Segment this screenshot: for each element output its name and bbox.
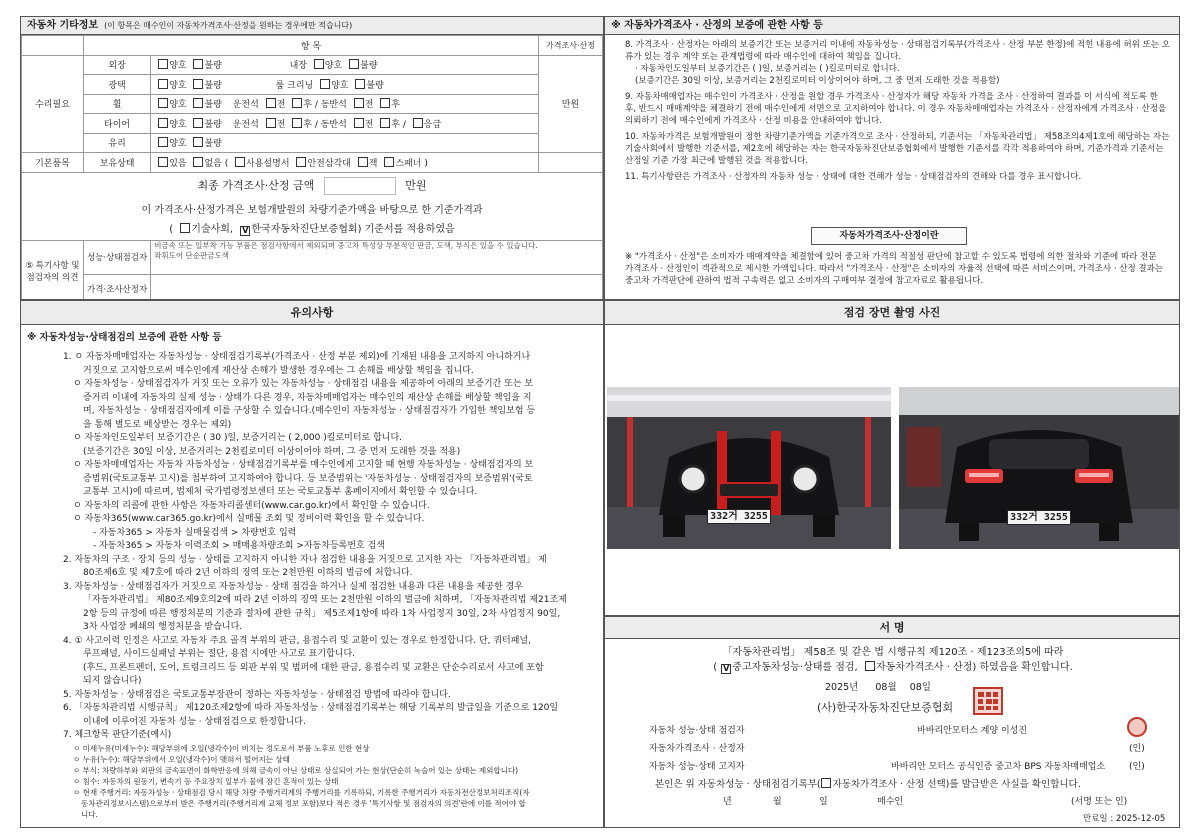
- wheel-driver-front-checkbox[interactable]: [266, 98, 276, 108]
- notice-section: [20, 300, 604, 828]
- buyer-label: 매수인: [877, 797, 904, 807]
- notice-line: 4. ① 사고이력 인정은 사고로 자동차 주요 골격 부위의 판금, 용접수리 및 교환이 있는 경우로 한정합니다. 단, 쿼터패널,: [63, 635, 531, 646]
- receipt-line: 본인은 위 자동차성능 · 상태점검기록부( 자동차가격조사 · 산정 선택)를 발급받은 사실을 확인합니다.: [655, 779, 1081, 790]
- exterior-bad-checkbox[interactable]: [193, 59, 203, 69]
- criteria-line: 동차관리정보시스템)으로부터 받은 주행거리(주행거리계 교체 정보 포함)보다 적은 경우 '특기사항 및 점검자의 의견'란에 이를 적어야 합: [81, 798, 526, 808]
- row-wheel-checks: 양호 불량 운전석 전 후 / 동반석 전 후: [151, 94, 539, 114]
- notice-line: 며, 자동차성능 · 상태점검자에게 이를 구상할 수 있습니다.(매수인이 자동차성능 · 상태점검자가 가입한 책임보험 등: [83, 406, 536, 416]
- owned-have-checkbox[interactable]: [158, 157, 168, 167]
- receipt-price-checkbox[interactable]: [821, 778, 831, 788]
- signature-law-line: 「자동차관리법」 제58조 및 같은 법 시행규칙 제120조 · 제123조의5에 따라: [722, 647, 1064, 658]
- row-tire: 타이어: [84, 114, 151, 134]
- notice-line: 이내에 이루어진 자동차 성능 · 상태점검으로 한정합니다.: [83, 716, 306, 727]
- sign-row-price-label: 자동차가격조사 · 산정자: [649, 744, 745, 754]
- photo-header: 점검 장면 촬영 사진: [605, 301, 1179, 325]
- notice-line: 6. 「자동차관리법 시행규칙」 제120조제2항에 따라 자동차성능 · 상태점검기록부는 해당 기록부의 발급일을 기준으로 120일: [63, 703, 559, 713]
- notice-body: [21, 325, 603, 820]
- front-license-plate: 332거 3255: [707, 509, 771, 524]
- guarantee-item-9: 9. 자동차매매업자는 매수인이 가격조사 · 산정을 원할 경우 가격조사 · 산정자가 해당 자동차 가격을 조사 · 산정하여 결과를 이 서식에 적도록 한 후, 반드시 매매계약을 체결하기 전에 매수인에게 서면으로 고지하여야 합니다. 이 경우 자동차매매업자는 가격조사 · 산정자에게 가격조사 · 산정을 의뢰하기 전에 매수인에게 가격조사 · 산정 비용을 안내하여야 합니다.: [625, 92, 1167, 126]
- buyer-sign-month: 월: [773, 797, 782, 807]
- repair-needed-label: 수리필요: [22, 55, 84, 153]
- interior-good-checkbox[interactable]: [314, 59, 324, 69]
- row-tire-checks: 양호 불량 운전석 전 후 / 동반석 전 후 / 응급: [151, 114, 539, 134]
- sign-row-notifier-label: 자동차 성능·상태 고지자: [649, 762, 745, 772]
- row-room-cleaning: 룸 크리닝: [275, 80, 314, 91]
- criteria-line: ㅇ 부식: 차량하부와 외판의 금속표면이 화학반응에 의해 금속이 아닌 상태로 상실되어 가는 현상(단순히 녹슬어 있는 상태는 제외합니다): [73, 765, 518, 775]
- row-wheel: 휠: [84, 94, 151, 114]
- room-good-checkbox[interactable]: [320, 79, 330, 89]
- wheel-bad-checkbox[interactable]: [193, 98, 203, 108]
- price-guarantee-section: [604, 16, 1180, 300]
- signature-header: 서 명: [605, 617, 1179, 639]
- seal-pattern: [975, 689, 1001, 713]
- performance-inspector-opinion: 비금속 또는 일부착 가능 부품은 점검사항에서 제외되며 중고차 특성상 부분적인 판금, 도색, 부식은 있을 수 있습니다. 좌휘도어 단순판금도색: [151, 240, 603, 274]
- notice-line: 2. 자동차의 구조 · 장치 등의 성능 · 상태를 고지하지 아니한 자나 점검한 내용을 거짓으로 고지한 자는 「자동차관리법」 제: [63, 554, 547, 565]
- row-glass-checks: 양호 불량: [151, 133, 539, 153]
- guarantee-item-10: 10. 자동차가격은 보험개발원이 정한 차량기준가액을 기준가격으로 조사 · 산정하되, 기준서는 「자동차관리법」 제58조의4제1호에 해당하는 자는 기술사회에서 발행한 기준서를, 제2호에 해당하는 자는 한국자동차진단보증협회에서 발행한 기준서를 각각 적용하여야 하며, 기준가격과 기준서는 산정일 기준 가장 최근에 발행된 것을 적용합니다.: [625, 132, 1170, 166]
- basis-line-1: 이 가격조사·산정가격은 보험개발원의 차량기준가액을 바탕으로 한 기준가격과: [141, 204, 483, 216]
- photo-section: [604, 300, 1180, 616]
- section-subtitle: (이 항목은 매수인이 자동차가격조사·산정을 원하는 경우에만 적습니다): [104, 21, 353, 30]
- sign-row-notifier-value: 바바리안 모터스 공식인증 중고차 BPS 자동차매매업소: [891, 762, 1106, 772]
- notice-line: 7. 체크항목 판단기준(예시): [63, 730, 172, 740]
- wheel-passenger-rear-checkbox[interactable]: [380, 98, 390, 108]
- notice-line: 거짓으로 고지함으로써 매수인에게 재산상 손해가 발생한 경우에는 그 손해를 배상할 책임을 집니다.: [83, 365, 474, 376]
- price-definition-title: 자동차가격조사·산정이란: [811, 227, 967, 245]
- gloss-bad-checkbox[interactable]: [193, 79, 203, 89]
- rear-car-photo: [899, 387, 1179, 549]
- criteria-line: ㅇ 침수: 자동차의 원동기, 변속기 등 주요장치 일부가 물에 잠긴 흔적이 있는 상태: [73, 776, 339, 786]
- notice-line: ㅇ 자동차매매업자는 자동차 자동차성능 · 상태점검기록부를 매수인에게 고지할 때 현행 자동차성능 · 상태점검자의 보: [73, 460, 534, 470]
- notice-line: ㅇ 자동차365(www.car365.go.kr)에서 실매물 조회 및 정비이력 확인을 할 수 있습니다.: [73, 514, 425, 524]
- notice-line: 증범위(국토교통부 고시)를 첨부하여 고지하여야 합니다. 등 보증범위는 '자동차성능 · 상태점검자의 보증범위'(국토: [83, 473, 533, 484]
- row-glass: 유리: [84, 133, 151, 153]
- criteria-list: [27, 743, 597, 820]
- notice-line: ㅇ 자동차성능 · 상태점검자가 거짓 또는 오류가 있는 자동차성능 · 상태점검 내용을 제공하여 아래의 보증기간 또는 보: [73, 379, 534, 389]
- rear-license-plate: 332거 3255: [1007, 510, 1071, 525]
- wheel-driver-rear-checkbox[interactable]: [292, 98, 302, 108]
- notice-line: 1. ㅇ 자동차매매업자는 자동차성능 · 상태점검기록부(가격조사 · 산정 부분 제외)에 기재된 내용을 고지하지 아니하거나: [63, 352, 531, 362]
- criteria-line: ㅇ 미세누유(미세누수): 해당부위에 오일(냉각수)이 비치는 정도로서 부품 노후로 인한 현상: [73, 743, 370, 753]
- buyer-signature-field[interactable]: (서명 또는 인): [1071, 797, 1128, 807]
- performance-checked-checkbox[interactable]: V: [723, 664, 730, 673]
- notice-line: 5. 자동차성능 · 상태점검은 국토교통부장관이 정하는 자동차성능 · 상태점검 방법에 따라야 합니다.: [63, 689, 451, 700]
- basis-engineer-checkbox[interactable]: [180, 223, 190, 233]
- notice-line: 을 통해 별도로 배상받는 경우는 제외): [83, 419, 232, 430]
- notice-title: ※ 자동차성능·상태점검의 보증에 관한 사항 등: [27, 332, 222, 343]
- row-exterior-checks: 양호 불량 내장 양호 불량: [151, 55, 539, 75]
- criteria-line: ㅇ 현재 주행거리: 자동차성능 · 상태점검 당시 해당 차량 주행거리계의 주행거리를 기록하되, 기록한 주행거리가 자동차전산정보처리조직(자: [73, 787, 530, 797]
- glass-good-checkbox[interactable]: [158, 137, 168, 147]
- tire-good-checkbox[interactable]: [158, 118, 168, 128]
- buyer-sign-year: 년: [723, 797, 732, 807]
- inspector-seal: [1127, 717, 1147, 737]
- notice-line: 3차 사업장 폐쇄의 행정처분을 받습니다.: [83, 622, 243, 632]
- price-inspector-label: 가격·조사산정자: [84, 274, 151, 300]
- tire-bad-checkbox[interactable]: [193, 118, 203, 128]
- tire-emergency-checkbox[interactable]: [413, 118, 423, 128]
- wheel-good-checkbox[interactable]: [158, 98, 168, 108]
- exterior-good-checkbox[interactable]: [158, 59, 168, 69]
- tire-driver-rear-checkbox[interactable]: [292, 118, 302, 128]
- sign-row-inspector-label: 자동차 성능·상태 점검자: [649, 726, 745, 736]
- notice-line: (보증기간은 30일 이상, 보증거리는 2천킬로미터 이상이어야 하며, 그 중 먼저 도래한 것을 적용): [83, 446, 461, 457]
- notice-line: - 자동차365 > 자동차 이력조회 > 매매용차량조회 >자동차등록번호 검색: [93, 541, 385, 551]
- guarantee-item-11: 11. 특기사항란은 가격조사 · 산정자의 자동차 성능 · 상태에 대한 견해가 성능 · 상태점검자의 견해와 다를 경우 표시합니다.: [625, 172, 1082, 182]
- sign-row-notifier-mark: (인): [1129, 762, 1145, 772]
- opinion-label: ⑤ 특기사항 및 점검자의 의견: [22, 240, 84, 300]
- basis-kaida-checkbox[interactable]: V: [242, 225, 249, 235]
- vehicle-other-info-section: [20, 16, 604, 300]
- triangle-checkbox[interactable]: [296, 157, 306, 167]
- row-exterior: 외장: [84, 55, 151, 75]
- front-car-photo: [607, 387, 891, 549]
- notice-line: 2항 등의 규정에 따른 행정처분의 기준과 절차에 관한 규칙」 제5조제1항에 따라 1차 사업정지 30일, 2차 사업정지 90일,: [83, 608, 561, 619]
- notice-line: ㅇ 자동차인도일부터 보증기간은 ( 30 )일, 보증거리는 ( 2,000 )킬로미터로 합니다.: [73, 433, 403, 443]
- glass-bad-checkbox[interactable]: [193, 137, 203, 147]
- expiry-date: 만료일 : 2025-12-05: [1083, 814, 1166, 824]
- sign-row-inspector-value: 바바리안모터스 계양 이성진: [917, 726, 1028, 736]
- col-header-price: 가격조사·산정: [539, 36, 603, 56]
- price-guarantee-list: [605, 35, 1179, 183]
- signature-confirm-line: ( V 중고자동차성능·상태를 점검, 자동차가격조사 · 산정) 하였음을 확인합니다.: [713, 662, 1073, 673]
- notice-line: - 자동차365 > 자동차 실매물검색 > 차량번호 입력: [93, 527, 297, 538]
- price-definition-text: ※ "가격조사 · 산정"은 소비자가 매매계약을 체결함에 있어 중고차 가격의 적절성 판단에 참고할 수 있도록 법령에 의한 절차와 기준에 따라 전문 가격조사 · 산정인이 객관적으로 제시한 가액입니다. 따라서 "가격조사 · 산정"은 소비자의 자율적 선택에 따른 서비스이며, 가격조사 · 산정 결과는 중고차 가격판단에 관하여 법적 구속력은 없고 소비자의 구매여부 결정에 참고자료로 활용됩니다.: [625, 252, 1163, 286]
- price-check-checkbox[interactable]: [865, 661, 875, 671]
- performance-inspector-label: 성능·상태점검자: [84, 240, 151, 274]
- gloss-good-checkbox[interactable]: [158, 79, 168, 89]
- notice-line: 교통부 고시)에 따르며, 법제처 국가법령정보센터 또는 국토교통부 홈페이지에서 확인할 수 있습니다.: [83, 487, 478, 497]
- price-inspector-opinion: [151, 274, 603, 300]
- signature-date: 2025년 08월 08일: [825, 682, 931, 693]
- price-value-cell: 만원: [539, 55, 603, 153]
- final-price-label: 최종 가격조사·산정 금액: [197, 178, 315, 192]
- front-car-image: [607, 387, 891, 549]
- guarantee-item-8-period: · 자동차인도일부터 보증기간은 ( )일, 보증거리는 ( )킬로미터로 합니다.: [635, 64, 900, 74]
- guarantee-item-8: 8. 가격조사 · 산정자는 아래의 보증기간 또는 보증거리 이내에 자동차성능 · 상태점검기록부(가격조사 · 산정 부분 한정)에 적힌 내용에 허위 또는 오류가 있는 경우 계약 또는 관계법령에 따라 매수인에 대하여 책임을 집니다.: [625, 40, 1170, 62]
- notice-line: 3. 자동차성능 · 상태점검자가 거짓으로 자동차성능 · 상태 점검을 하거나 실제 점검한 내용과 다른 내용을 제공한 경우: [63, 581, 524, 592]
- notice-line: 「자동차관리법」 제80조제9호의2에 따라 2년 이하의 징역 또는 2천만원 이하의 벌금에 처하며, 「자동차관리법 제21조제: [83, 595, 567, 605]
- guarantee-item-8-note: (보증기간은 30일 이상, 보증거리는 2천킬로미터 이상이어야 하며, 그 중 먼저 도래한 것을 적용함): [635, 76, 1000, 86]
- wheel-passenger-front-checkbox[interactable]: [354, 98, 364, 108]
- final-price-block: [22, 172, 603, 240]
- criteria-line: ㅇ 누유(누수): 해당부위에서 오일(냉각수)이 맺혀서 떨어지는 상태: [73, 754, 290, 764]
- section-header: [21, 17, 603, 35]
- interior-bad-checkbox[interactable]: [349, 59, 359, 69]
- notice-line: ㅇ 자동차의 리콜에 관한 사항은 자동차리콜센터(www.car.go.kr)에서 확인할 수 있습니다.: [73, 500, 430, 511]
- basis-line-2: ( 기술사회, V 한국자동차진단보증협회) 기준서를 적용하였음: [169, 223, 455, 235]
- price-guarantee-header: ※ 자동차가격조사 · 산정의 보증에 관한 사항 등: [605, 17, 1179, 35]
- jack-checkbox[interactable]: [358, 157, 368, 167]
- organization-seal: [973, 687, 1003, 715]
- notice-line: 루프패널, 사이드실패널 부위는 절단, 용접 시에만 사고로 표기합니다.: [83, 649, 356, 659]
- final-price-input[interactable]: [324, 177, 396, 195]
- room-bad-checkbox[interactable]: [355, 79, 365, 89]
- section-title: 자동차 기타정보: [27, 20, 99, 31]
- tire-passenger-front-checkbox[interactable]: [354, 118, 364, 128]
- notice-line: 증거리 이내에 자동차의 실제 성능 · 상태가 다른 경우, 자동차매매업자는 매수인의 재산상 손해를 배상할 책임을 지: [83, 392, 532, 403]
- basic-items-label: 기본품목: [22, 153, 84, 173]
- tire-passenger-rear-checkbox[interactable]: [380, 118, 390, 128]
- other-info-table: [21, 35, 603, 300]
- row-interior: 내장: [289, 61, 307, 72]
- row-gloss: 광택: [84, 75, 151, 95]
- manual-checkbox[interactable]: [235, 157, 245, 167]
- buyer-sign-day: 일: [819, 797, 828, 807]
- row-owned-checks: 있음 없음 ( 사용설명서 안전삼각대 잭 스패너 ): [151, 153, 539, 173]
- signature-section: [604, 616, 1180, 828]
- final-price-unit: 만원: [405, 178, 427, 192]
- notice-line: (후드, 프론트펜더, 도어, 트렁크리드 등 외판 부위 및 범퍼에 대한 판금, 용접수리 및 교환은 단순수리로서 사고에 포함: [83, 662, 544, 673]
- signature-organization: (사)한국자동차진단보증협회: [817, 701, 954, 714]
- sign-row-price-mark: (인): [1129, 744, 1145, 754]
- tire-driver-front-checkbox[interactable]: [266, 118, 276, 128]
- notice-list: [27, 351, 597, 743]
- owned-none-checkbox[interactable]: [193, 157, 203, 167]
- notice-header: 유의사항: [21, 301, 603, 325]
- notice-line: 80조제6호 및 제7호에 따라 2년 이하의 징역 또는 2천만원 이하의 벌금에 처합니다.: [83, 568, 413, 578]
- col-header-item: 항 목: [84, 36, 539, 56]
- spanner-checkbox[interactable]: [384, 157, 394, 167]
- criteria-line: 니다.: [81, 809, 98, 819]
- row-gloss-checks: 양호 불량 룸 크리닝 양호 불량: [151, 75, 539, 95]
- row-owned: 보유상태: [84, 153, 151, 173]
- notice-line: 되지 않습니다): [83, 676, 142, 686]
